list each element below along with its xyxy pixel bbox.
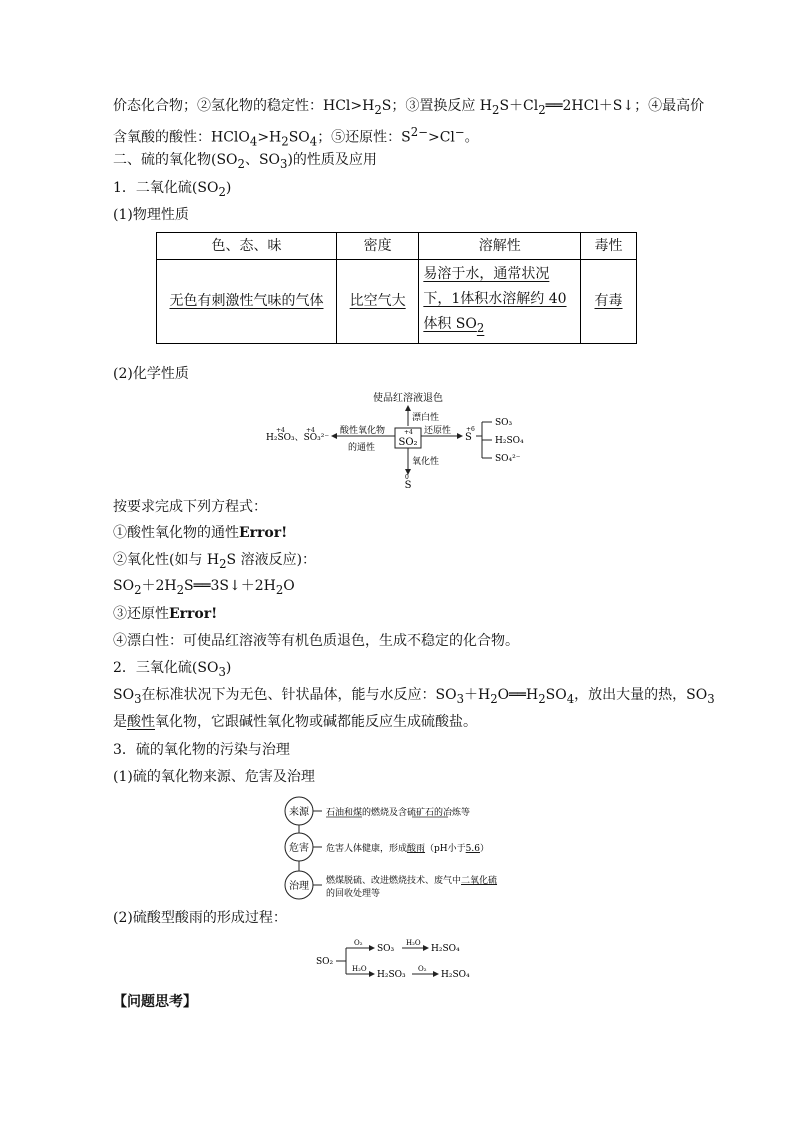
header-cell: 密度 [337, 233, 419, 260]
compound: H₂SO₃ [377, 970, 406, 980]
text: )的性质及应用 [287, 152, 377, 168]
text: ＋2H [141, 578, 177, 594]
text: ③还原性 [113, 606, 169, 622]
section-heading [113, 150, 377, 174]
text: O══H [497, 687, 539, 703]
subscript: 3 [280, 156, 288, 171]
text: S══3S↓＋2H [184, 578, 276, 594]
answer-text: 二氧化硫 [461, 876, 498, 886]
oxidation-state: +6 [466, 426, 475, 433]
oxidation-state: +4 [276, 427, 285, 434]
physical-properties-label: (1)物理性质 [113, 207, 189, 223]
reducing-label: 还原性 [424, 426, 452, 436]
text: ) [225, 180, 232, 196]
text: ＋H [464, 687, 491, 703]
cell-toxicity [581, 260, 637, 344]
product-item: H₂SO₄ [495, 436, 524, 446]
node-label: 危害 [289, 843, 309, 854]
subscript: 2 [237, 156, 245, 171]
header-cell: 溶解性 [419, 233, 581, 260]
text: 氧化物，它跟碱性氧化物或碱都能反应生成硫酸盐。 [155, 714, 477, 730]
subscript: 4 [249, 134, 258, 149]
text: 1．二氧化硫(SO [113, 180, 219, 196]
arrow-label: H₂O [406, 939, 421, 947]
left-products: H₂SO₃、SO₃²⁻ [266, 433, 330, 443]
oxidation-state: 0 [405, 474, 409, 481]
text: ；⑤还原性：S [317, 129, 411, 146]
chemical-properties-label: (2)化学性质 [113, 366, 189, 382]
compound: SO₃ [377, 944, 395, 954]
subscript: 2 [490, 691, 498, 706]
subheading-pollution: 3．硫的氧化物的污染与治理 [113, 742, 290, 758]
text: 价态化合物；②氢化物的稳定性：HCl>H [113, 98, 375, 114]
text: 、SO [244, 152, 281, 168]
answer-text: 易溶于水，通常状况下，1体积水溶解约 40 体积 SO [423, 266, 567, 332]
text: SO [113, 687, 135, 703]
text: 。 [464, 129, 479, 146]
text: SO [288, 129, 310, 146]
answer-text: 酸性 [127, 714, 155, 730]
bleach-label: 漂白性 [412, 413, 440, 423]
cell-color [157, 260, 337, 344]
equation [113, 576, 295, 600]
subscript: 2 [176, 582, 185, 597]
subheading-so3 [113, 658, 231, 682]
compound: H₂SO₄ [441, 970, 470, 980]
text: >H [257, 129, 282, 146]
header-cell: 毒性 [581, 233, 637, 260]
subscript: 2 [281, 134, 289, 149]
text: 二、硫的氧化物(SO [113, 152, 238, 168]
pollution-diagram [282, 795, 542, 900]
subscript: 2 [134, 582, 142, 597]
center-compound: SO₂ [398, 437, 418, 448]
instruction: 按要求完成下列方程式： [113, 499, 267, 515]
acidic-oxide-label: 酸性氧化物 [340, 426, 386, 436]
error-text: Error! [169, 606, 218, 622]
text: 含氧酸的酸性：HClO [113, 129, 250, 146]
arrow-label: O₂ [354, 939, 363, 947]
sulfur-symbol: S [404, 480, 412, 490]
source-text: 石油和煤的燃烧及含硫矿石的冶炼等 [326, 808, 471, 818]
item-reducing [113, 604, 217, 624]
answer-text: 比空气大 [349, 293, 406, 310]
text: >Cl [427, 129, 455, 146]
subheading-so2 [113, 178, 231, 202]
subscript: 3 [134, 691, 142, 706]
sulfur-symbol: S [465, 432, 472, 443]
superscript: − [454, 125, 465, 139]
text: ══2HCl＋S↓；④最高价 [545, 98, 705, 114]
text: O [283, 578, 295, 594]
subscript: 2 [275, 582, 284, 597]
item-acidic-oxide [113, 523, 287, 543]
so2-chemistry-diagram [262, 388, 534, 490]
node-label: 治理 [289, 881, 309, 892]
subscript: 2 [538, 102, 546, 117]
text: （pH小于 [425, 844, 466, 854]
text-line-stability [113, 96, 704, 120]
text: S＋Cl [499, 98, 539, 114]
pollution-sub2: (2)硫酸型酸雨的形成过程： [113, 910, 287, 926]
superscript: 2− [410, 125, 428, 139]
text: SO [113, 578, 135, 594]
treatment-text [326, 874, 497, 886]
answer-text: 无色有刺激性气味的气体 [169, 293, 324, 310]
subscript: 2 [219, 556, 227, 571]
arrow-label: O₂ [418, 965, 427, 973]
text: 危害人体健康，形成 [326, 844, 408, 854]
acidic-oxide-label-2: 的通性 [348, 443, 376, 453]
subscript: 2 [218, 184, 226, 199]
question-heading: 【问题思考】 [113, 994, 197, 1010]
text: 2．三氧化硫(SO [113, 660, 219, 676]
cell-solubility [419, 260, 581, 344]
answer-text: 5.6 [465, 844, 480, 854]
subscript: 2 [492, 102, 500, 117]
subscript: 3 [456, 691, 464, 706]
text: ②氧化性(如与 H [113, 552, 220, 568]
answer-text: 酸雨 [407, 844, 426, 854]
text: ①酸性氧化物的通性 [113, 525, 239, 541]
subscript: 3 [707, 691, 715, 706]
error-text: Error! [239, 525, 288, 541]
product-item: SO₃ [495, 418, 513, 428]
subscript: 4 [566, 691, 575, 706]
header-cell: 色、态、味 [157, 233, 337, 260]
oxidation-state: +4 [404, 429, 413, 436]
item-oxidizing [113, 550, 316, 574]
table-header-row [157, 233, 637, 260]
text: 是 [113, 714, 127, 730]
oxidation-state: +4 [306, 427, 315, 434]
table-row [157, 260, 637, 344]
text: ，放出大量的热，SO [574, 687, 708, 703]
subscript: 2 [476, 320, 485, 335]
text: ) [225, 660, 232, 676]
text: 燃煤脱硫、改进燃烧技术、废气中 [326, 876, 462, 886]
text: S 溶液反应)： [226, 552, 317, 568]
subscript: 4 [309, 134, 318, 149]
so3-paragraph-line2 [113, 712, 477, 732]
subscript: 2 [374, 102, 382, 117]
so3-paragraph-line1 [113, 685, 715, 709]
pollution-sub1: (1)硫的氧化物来源、危害及治理 [113, 769, 315, 785]
subscript: 3 [218, 664, 226, 679]
arrow-label: H₂O [352, 965, 367, 973]
start-compound: SO₂ [316, 957, 334, 967]
product-item: SO₄²⁻ [495, 454, 521, 464]
answer-text: 有毒 [594, 293, 623, 310]
text: SO [545, 687, 567, 703]
cell-density [337, 260, 419, 344]
oxidizing-label: 氧化性 [412, 457, 440, 467]
text: ） [479, 844, 489, 854]
diagram-top-label: 使品红溶液退色 [373, 393, 443, 404]
compound: H₂SO₄ [431, 944, 460, 954]
text-line-acidity [113, 122, 479, 151]
acid-rain-diagram [314, 936, 484, 984]
harm-text [326, 842, 489, 854]
physical-properties-table [156, 232, 637, 344]
subscript: 2 [538, 691, 546, 706]
text: S；③置换反应 H [381, 98, 493, 114]
treatment-text-2: 的回收处理等 [326, 889, 381, 899]
text: 在标准状况下为无色、针状晶体，能与水反应：SO [141, 687, 457, 703]
item-bleaching: ④漂白性：可使品红溶液等有机色质退色，生成不稳定的化合物。 [113, 633, 519, 649]
node-label: 来源 [289, 807, 309, 818]
